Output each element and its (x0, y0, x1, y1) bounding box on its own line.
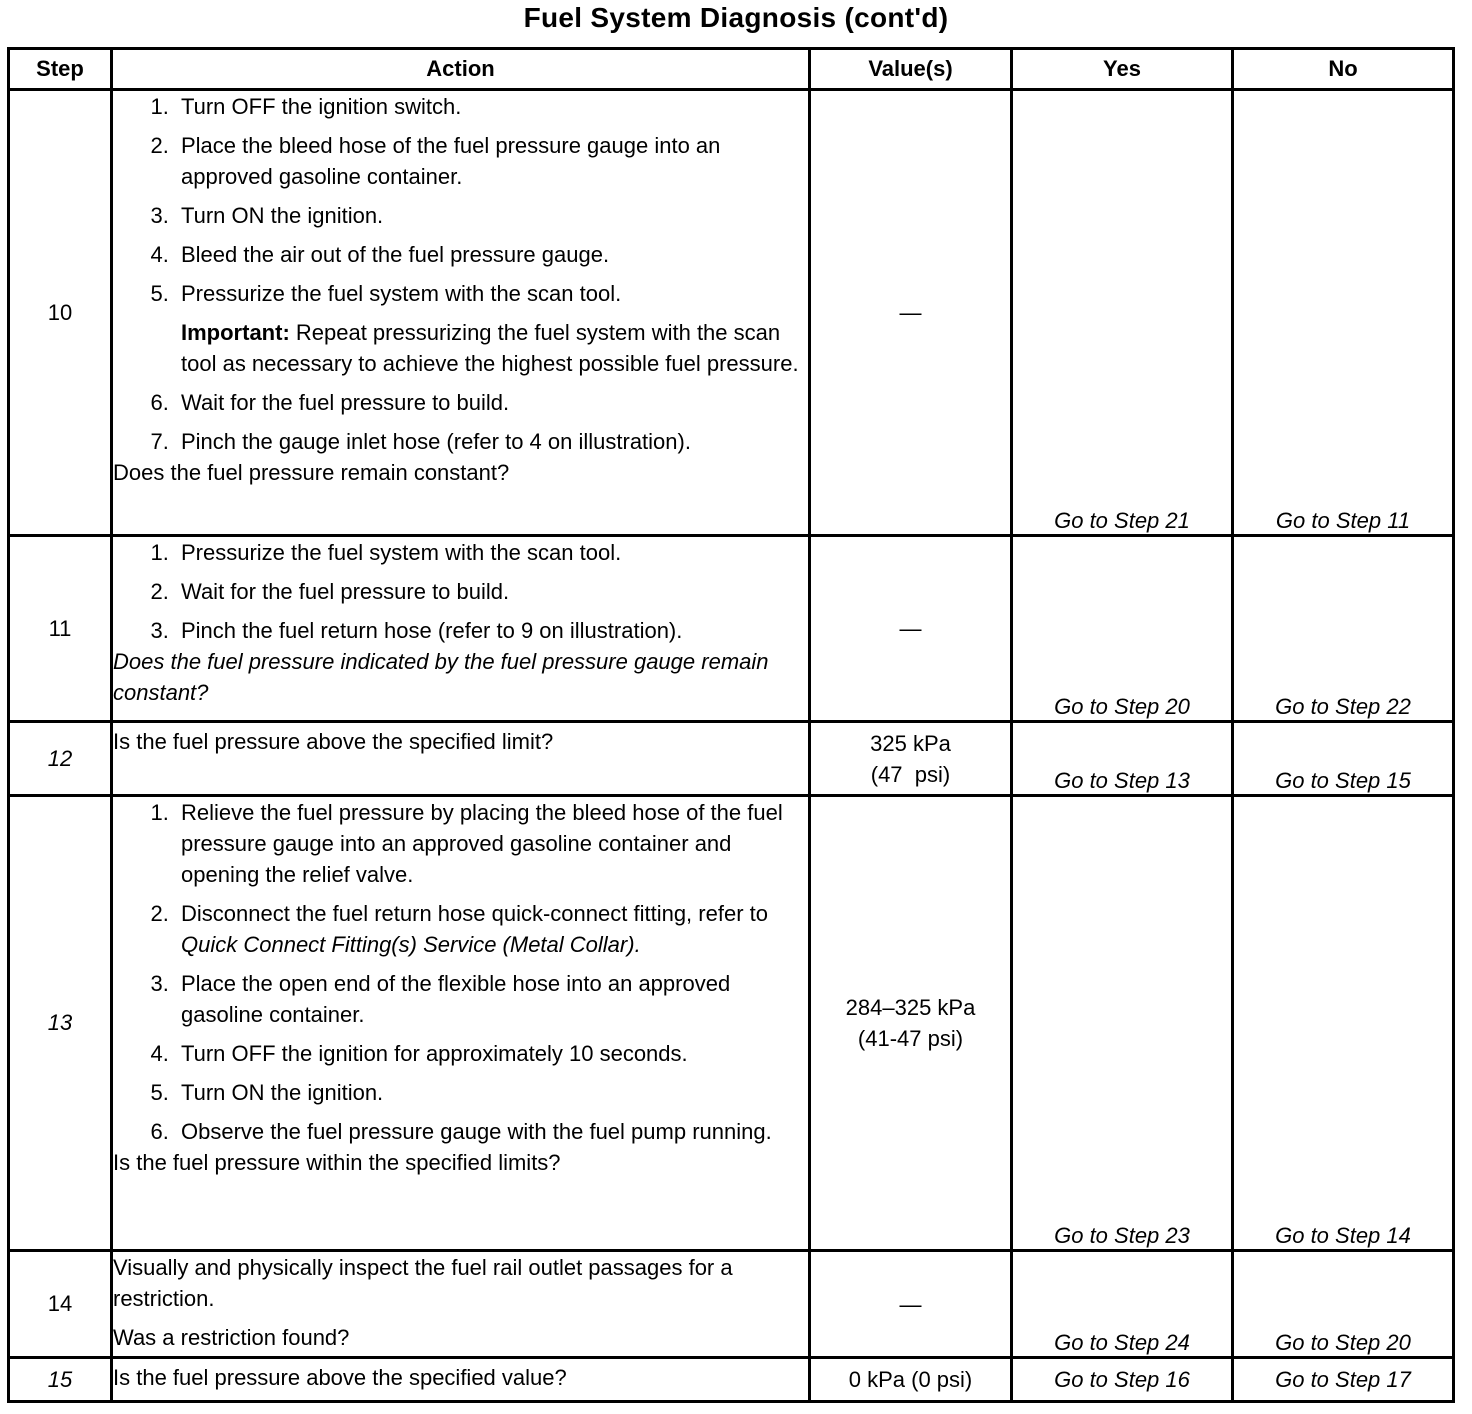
header-step: Step (9, 49, 112, 90)
action-item: 1. Relieve the fuel pressure by placing the bleed hose of the fuel pressure gauge into an approved gasoline container and opening the relief valve. (175, 797, 808, 890)
header-no: No (1233, 49, 1454, 90)
value-text: — (899, 1291, 922, 1317)
value-line: (41-47 psi) (857, 1026, 964, 1051)
action-text: Visually and physically inspect the fuel rail outlet passages for a restriction. (113, 1255, 733, 1311)
important-note (113, 317, 808, 379)
action-cell (112, 1358, 810, 1402)
action-item: 2. Place the bleed hose of the fuel pressure gauge into an approved gasoline container. (175, 130, 808, 192)
table-row (9, 1358, 1454, 1402)
value-text: 0 kPa (0 psi) (848, 1367, 973, 1392)
action-item: 4. Bleed the air out of the fuel pressure gauge. (175, 239, 808, 270)
header-values: Value(s) (810, 49, 1012, 90)
action-item: 1. Pressurize the fuel system with the scan tool. (175, 537, 808, 568)
action-list (113, 91, 808, 309)
question: Was a restriction found? (113, 1325, 350, 1350)
action-cell (112, 90, 810, 536)
action-item: 5. Turn ON the ignition. (175, 1077, 808, 1108)
step-number: 14 (9, 1251, 112, 1358)
value-cell (810, 796, 1012, 1251)
question: Is the fuel pressure above the specified value? (113, 1365, 567, 1390)
no-cell: Go to Step 17 (1233, 1358, 1454, 1402)
question: Does the fuel pressure indicated by the fuel pressure gauge remain constant? (113, 649, 769, 705)
table-row (9, 536, 1454, 722)
value-cell (810, 1358, 1012, 1402)
action-cell (112, 1251, 810, 1358)
value-cell (810, 536, 1012, 722)
value-text: — (899, 300, 922, 325)
important-text: Repeat pressurizing the fuel system with the scan tool as necessary to achieve the highest possible fuel pressure. (181, 320, 799, 376)
yes-cell: Go to Step 24 (1012, 1251, 1233, 1358)
question: Is the fuel pressure within the specified limits? (113, 1150, 561, 1175)
action-item: 7. Pinch the gauge inlet hose (refer to 4 on illustration). (175, 426, 808, 457)
action-list (113, 797, 808, 1147)
yes-cell: Go to Step 23 (1012, 796, 1233, 1251)
value-cell (810, 90, 1012, 536)
no-cell: Go to Step 11 (1233, 90, 1454, 536)
page-title: Fuel System Diagnosis (cont'd) (523, 2, 949, 33)
header-yes: Yes (1012, 49, 1233, 90)
step-number: 10 (9, 90, 112, 536)
table-row (9, 796, 1454, 1251)
no-cell: Go to Step 15 (1233, 722, 1454, 796)
value-line: 325 kPa (870, 730, 951, 756)
step-number: 11 (9, 536, 112, 722)
action-cell (112, 796, 810, 1251)
action-list (113, 387, 808, 457)
yes-cell: Go to Step 21 (1012, 90, 1233, 536)
value-line: (47 psi) (870, 761, 951, 787)
step-number: 13 (9, 796, 112, 1251)
important-label: Important: (181, 320, 290, 345)
header-row (9, 49, 1454, 90)
action-item: 6. Observe the fuel pressure gauge with the fuel pump running. (175, 1116, 808, 1147)
action-cell (112, 536, 810, 722)
action-item: 6. Wait for the fuel pressure to build. (175, 387, 808, 418)
value-text: — (899, 616, 922, 641)
action-cell (112, 722, 810, 796)
action-item: 2. Wait for the fuel pressure to build. (175, 576, 808, 607)
service-reference: Quick Connect Fitting(s) Service (Metal Collar). (181, 932, 641, 957)
action-item: 3. Place the open end of the flexible hose into an approved gasoline container. (175, 968, 808, 1030)
no-cell: Go to Step 22 (1233, 536, 1454, 722)
yes-cell: Go to Step 20 (1012, 536, 1233, 722)
action-text: Disconnect the fuel return hose quick-connect fitting, refer to (181, 901, 768, 926)
action-item: 3. Pinch the fuel return hose (refer to 9 on illustration). (175, 615, 808, 646)
question: Is the fuel pressure above the specified limit? (113, 729, 554, 754)
value-cell (810, 1251, 1012, 1358)
action-item: 3. Turn ON the ignition. (175, 200, 808, 231)
step-number: 12 (9, 722, 112, 796)
action-item (175, 898, 808, 960)
action-item: 4. Turn OFF the ignition for approximately 10 seconds. (175, 1038, 808, 1069)
action-list (113, 537, 808, 646)
value-cell (810, 722, 1012, 796)
table-row (9, 90, 1454, 536)
question: Does the fuel pressure remain constant? (113, 460, 510, 485)
step-number: 15 (9, 1358, 112, 1402)
yes-cell: Go to Step 16 (1012, 1358, 1233, 1402)
header-action: Action (112, 49, 810, 90)
action-item: 5. Pressurize the fuel system with the scan tool. (175, 278, 808, 309)
diagnosis-table (7, 47, 1455, 1403)
table-row (9, 1251, 1454, 1358)
no-cell: Go to Step 14 (1233, 796, 1454, 1251)
action-item: 1. Turn OFF the ignition switch. (175, 91, 808, 122)
value-line: 284–325 kPa (845, 995, 976, 1020)
table-row (9, 722, 1454, 796)
no-cell: Go to Step 20 (1233, 1251, 1454, 1358)
yes-cell: Go to Step 13 (1012, 722, 1233, 796)
